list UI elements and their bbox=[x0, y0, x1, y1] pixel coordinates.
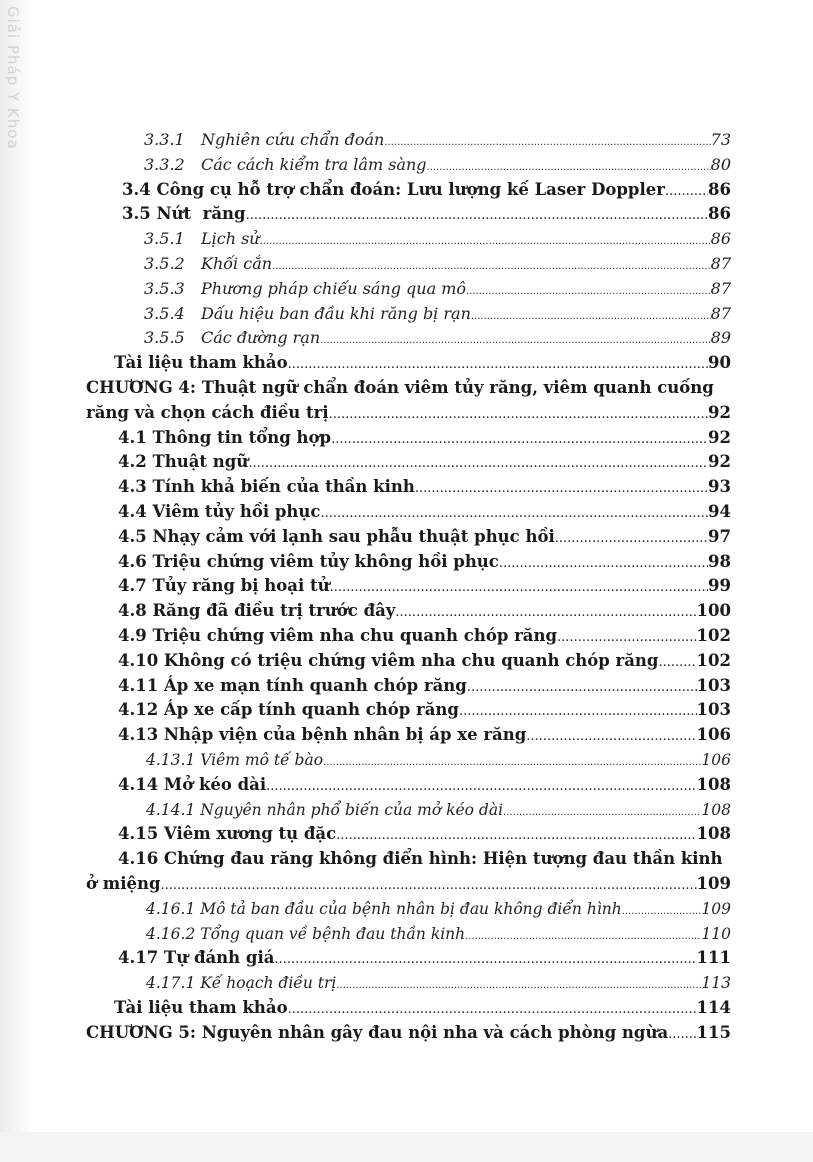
toc-page-number: 103 bbox=[696, 675, 731, 695]
toc-page-number: 80 bbox=[710, 154, 731, 174]
toc-number: 3.5.5 bbox=[144, 328, 185, 348]
toc-title-continued: ở miệng bbox=[86, 873, 161, 893]
toc-entry[interactable] bbox=[86, 574, 731, 599]
toc-title: 4.2 Thuật ngữ bbox=[118, 452, 249, 472]
toc-leader bbox=[330, 574, 708, 601]
toc-leader bbox=[665, 178, 708, 205]
toc-page-number: 92 bbox=[708, 452, 731, 472]
toc-entry[interactable] bbox=[86, 178, 731, 203]
toc-entry[interactable] bbox=[86, 277, 731, 302]
toc-leader bbox=[246, 202, 708, 229]
toc-number: 3.3.1 bbox=[144, 130, 185, 149]
toc-page-number: 110 bbox=[701, 924, 731, 943]
toc-page-number: 108 bbox=[696, 824, 731, 844]
toc-entry[interactable] bbox=[86, 202, 731, 227]
toc-leader bbox=[336, 971, 701, 999]
toc-entry[interactable] bbox=[86, 599, 731, 624]
toc-entry[interactable] bbox=[86, 326, 731, 351]
toc-title: 4.14.1 Nguyên nhân phổ biến của mở kéo dài bbox=[146, 800, 504, 819]
toc-title: 4.1 Thông tin tổng hợp bbox=[118, 427, 332, 447]
toc-chapter-entry[interactable] bbox=[86, 1021, 731, 1046]
toc-title-continued: răng và chọn cách điều trị bbox=[86, 402, 329, 422]
toc-page-number: 87 bbox=[710, 278, 731, 298]
toc-entry[interactable] bbox=[86, 351, 731, 376]
toc-entry[interactable] bbox=[86, 971, 731, 996]
toc-title: Khối cắn bbox=[201, 253, 273, 273]
toc-page-number: 115 bbox=[696, 1022, 731, 1042]
toc-entry[interactable] bbox=[86, 227, 731, 252]
toc-page-number: 100 bbox=[696, 601, 731, 621]
toc-title: 4.7 Tủy răng bị hoại tử bbox=[118, 576, 330, 596]
toc-entry[interactable] bbox=[86, 872, 731, 897]
toc-leader bbox=[526, 723, 696, 750]
toc-page-number: 106 bbox=[701, 750, 731, 769]
toc-leader bbox=[272, 252, 711, 280]
toc-page-number: 86 bbox=[708, 204, 731, 224]
toc-leader bbox=[288, 351, 708, 378]
watermark: Giải Pháp Y Khoa bbox=[4, 6, 22, 150]
toc-title: 4.17.1 Kế hoạch điều trị bbox=[146, 974, 337, 993]
toc-title: CHƯƠNG 5: Nguyên nhân gây đau nội nha và cách phòng ngừa bbox=[86, 1022, 669, 1042]
toc-title: 4.13 Nhập viện của bệnh nhân bị áp xe răng bbox=[118, 725, 527, 745]
toc-title: 4.14 Mở kéo dài bbox=[118, 774, 267, 794]
toc-number: 3.5.4 bbox=[144, 303, 185, 323]
toc-number: 3.3.2 bbox=[144, 154, 185, 174]
toc-leader bbox=[161, 872, 697, 899]
toc-entry[interactable] bbox=[86, 922, 731, 947]
toc-title: Tài liệu tham khảo bbox=[114, 997, 288, 1017]
toc-page-number: 109 bbox=[696, 873, 731, 893]
toc-page-number: 108 bbox=[701, 800, 731, 819]
toc-entry[interactable] bbox=[86, 450, 731, 475]
toc-page-number: 86 bbox=[710, 229, 731, 249]
toc-leader bbox=[266, 773, 696, 800]
toc-title: 4.9 Triệu chứng viêm nha chu quanh chóp răng bbox=[118, 625, 558, 645]
toc-title: Các cách kiểm tra lâm sàng bbox=[201, 154, 427, 174]
toc-page-number: 108 bbox=[696, 774, 731, 794]
toc-leader bbox=[415, 475, 708, 502]
toc-leader bbox=[557, 624, 697, 651]
toc-entry[interactable] bbox=[86, 649, 731, 674]
toc-leader bbox=[320, 500, 708, 527]
toc-number: 3.5.3 bbox=[144, 278, 185, 298]
toc-leader bbox=[555, 525, 708, 552]
toc-entry[interactable] bbox=[86, 624, 731, 649]
toc-title: 4.11 Áp xe mạn tính quanh chóp răng bbox=[118, 675, 467, 695]
toc-page-number: 86 bbox=[708, 179, 731, 199]
toc-page-number: 92 bbox=[708, 402, 731, 422]
toc-entry[interactable] bbox=[86, 525, 731, 550]
toc-title: 3.4 Công cụ hỗ trợ chẩn đoán: Lưu lượng kế Laser Doppler bbox=[122, 179, 665, 199]
toc-entry[interactable] bbox=[86, 475, 731, 500]
toc-number: 3.5.2 bbox=[144, 253, 185, 273]
toc-page-number: 94 bbox=[708, 501, 731, 521]
toc-title: Tài liệu tham khảo bbox=[114, 353, 288, 373]
toc-title: 4.16 Chứng đau răng không điển hình: Hiện tượng đau thần kinh bbox=[118, 849, 723, 869]
toc-page-number: 109 bbox=[701, 899, 731, 918]
toc-entry[interactable] bbox=[86, 674, 731, 699]
toc-title: 4.12 Áp xe cấp tính quanh chóp răng bbox=[118, 700, 459, 720]
toc-page-number: 87 bbox=[710, 253, 731, 273]
toc-leader bbox=[288, 996, 697, 1023]
toc-title: Các đường rạn bbox=[201, 328, 321, 348]
table-of-contents bbox=[86, 128, 731, 1045]
toc-title: 4.6 Triệu chứng viêm tủy không hồi phục bbox=[118, 551, 499, 571]
toc-entry[interactable] bbox=[86, 723, 731, 748]
toc-leader bbox=[427, 153, 711, 181]
toc-entry-heading[interactable] bbox=[86, 847, 731, 872]
toc-entry[interactable] bbox=[86, 773, 731, 798]
toc-entry[interactable] bbox=[86, 748, 731, 773]
toc-page-number: 103 bbox=[696, 700, 731, 720]
toc-entry[interactable] bbox=[86, 698, 731, 723]
toc-leader bbox=[329, 401, 708, 428]
toc-page-number: 93 bbox=[708, 477, 731, 497]
toc-title: Lịch sử bbox=[201, 229, 260, 249]
toc-page-number: 92 bbox=[708, 427, 731, 447]
toc-chapter-heading[interactable] bbox=[86, 376, 731, 401]
toc-page-number: 111 bbox=[696, 948, 731, 968]
toc-title: 4.16.2 Tổng quan về bệnh đau thần kinh bbox=[146, 924, 466, 943]
toc-page-number: 87 bbox=[710, 303, 731, 323]
toc-entry[interactable] bbox=[86, 426, 731, 451]
toc-entry[interactable] bbox=[86, 996, 731, 1021]
toc-page-number: 89 bbox=[710, 328, 731, 348]
page-edge-shadow bbox=[0, 0, 30, 1162]
toc-entry[interactable] bbox=[86, 153, 731, 178]
toc-entry[interactable] bbox=[86, 550, 731, 575]
toc-title: Nghiên cứu chẩn đoán bbox=[201, 130, 385, 149]
toc-entry[interactable] bbox=[86, 302, 731, 327]
toc-title: 4.10 Không có triệu chứng viêm nha chu quanh chóp răng bbox=[118, 650, 659, 670]
toc-title: 4.5 Nhạy cảm với lạnh sau phẫu thuật phục hồi bbox=[118, 526, 555, 546]
toc-leader bbox=[384, 128, 710, 156]
toc-page-number: 114 bbox=[696, 997, 731, 1017]
toc-entry[interactable] bbox=[86, 822, 731, 847]
toc-title: Dấu hiệu ban đầu khi răng bị rạn bbox=[201, 303, 471, 323]
toc-page-number: 102 bbox=[696, 650, 731, 670]
toc-leader bbox=[459, 698, 697, 725]
toc-leader bbox=[668, 1021, 696, 1048]
toc-entry[interactable] bbox=[86, 401, 731, 426]
toc-entry[interactable] bbox=[86, 897, 731, 922]
toc-leader bbox=[471, 302, 711, 330]
toc-leader bbox=[331, 426, 708, 453]
toc-title: Phương pháp chiếu sáng qua mô bbox=[201, 278, 467, 298]
toc-page-number: 113 bbox=[701, 974, 731, 993]
toc-number: 3.5.1 bbox=[144, 229, 185, 249]
toc-page-number: 102 bbox=[696, 625, 731, 645]
toc-title: 4.13.1 Viêm mô tế bào bbox=[146, 750, 324, 769]
toc-page-number: 73 bbox=[710, 130, 731, 149]
toc-entry[interactable] bbox=[86, 252, 731, 277]
toc-leader bbox=[248, 450, 708, 477]
toc-title: 3.5 Nứt răng bbox=[122, 204, 246, 224]
toc-entry[interactable] bbox=[86, 946, 731, 971]
toc-title: 4.17 Tự đánh giá bbox=[118, 948, 275, 968]
toc-leader bbox=[274, 946, 696, 973]
toc-page-number: 90 bbox=[708, 353, 731, 373]
toc-leader bbox=[336, 822, 696, 849]
toc-title: CHƯƠNG 4: Thuật ngữ chẩn đoán viêm tủy răng, viêm quanh cuống bbox=[86, 377, 714, 397]
toc-leader bbox=[499, 550, 708, 577]
toc-page-number: 98 bbox=[708, 551, 731, 571]
toc-leader bbox=[465, 922, 701, 950]
toc-leader bbox=[320, 326, 711, 354]
toc-leader bbox=[466, 277, 711, 305]
toc-page-number: 99 bbox=[708, 576, 731, 596]
toc-leader bbox=[395, 599, 696, 626]
toc-title: 4.8 Răng đã điều trị trước đây bbox=[118, 601, 396, 621]
toc-title: 4.16.1 Mô tả ban đầu của bệnh nhân bị đau không điển hình bbox=[146, 899, 622, 918]
toc-page-number: 97 bbox=[708, 526, 731, 546]
toc-leader bbox=[622, 897, 702, 925]
toc-entry[interactable] bbox=[86, 500, 731, 525]
toc-entry[interactable] bbox=[86, 798, 731, 823]
page-bottom-edge bbox=[0, 1132, 813, 1162]
toc-leader bbox=[260, 227, 711, 255]
toc-leader bbox=[323, 748, 701, 776]
toc-page-number: 106 bbox=[696, 725, 731, 745]
toc-title: 4.15 Viêm xương tụ đặc bbox=[118, 824, 337, 844]
toc-leader bbox=[658, 649, 696, 676]
toc-leader bbox=[503, 798, 701, 826]
toc-leader bbox=[467, 674, 697, 701]
toc-entry[interactable] bbox=[86, 128, 731, 153]
toc-title: 4.3 Tính khả biến của thần kinh bbox=[118, 477, 415, 497]
toc-title: 4.4 Viêm tủy hồi phục bbox=[118, 501, 321, 521]
